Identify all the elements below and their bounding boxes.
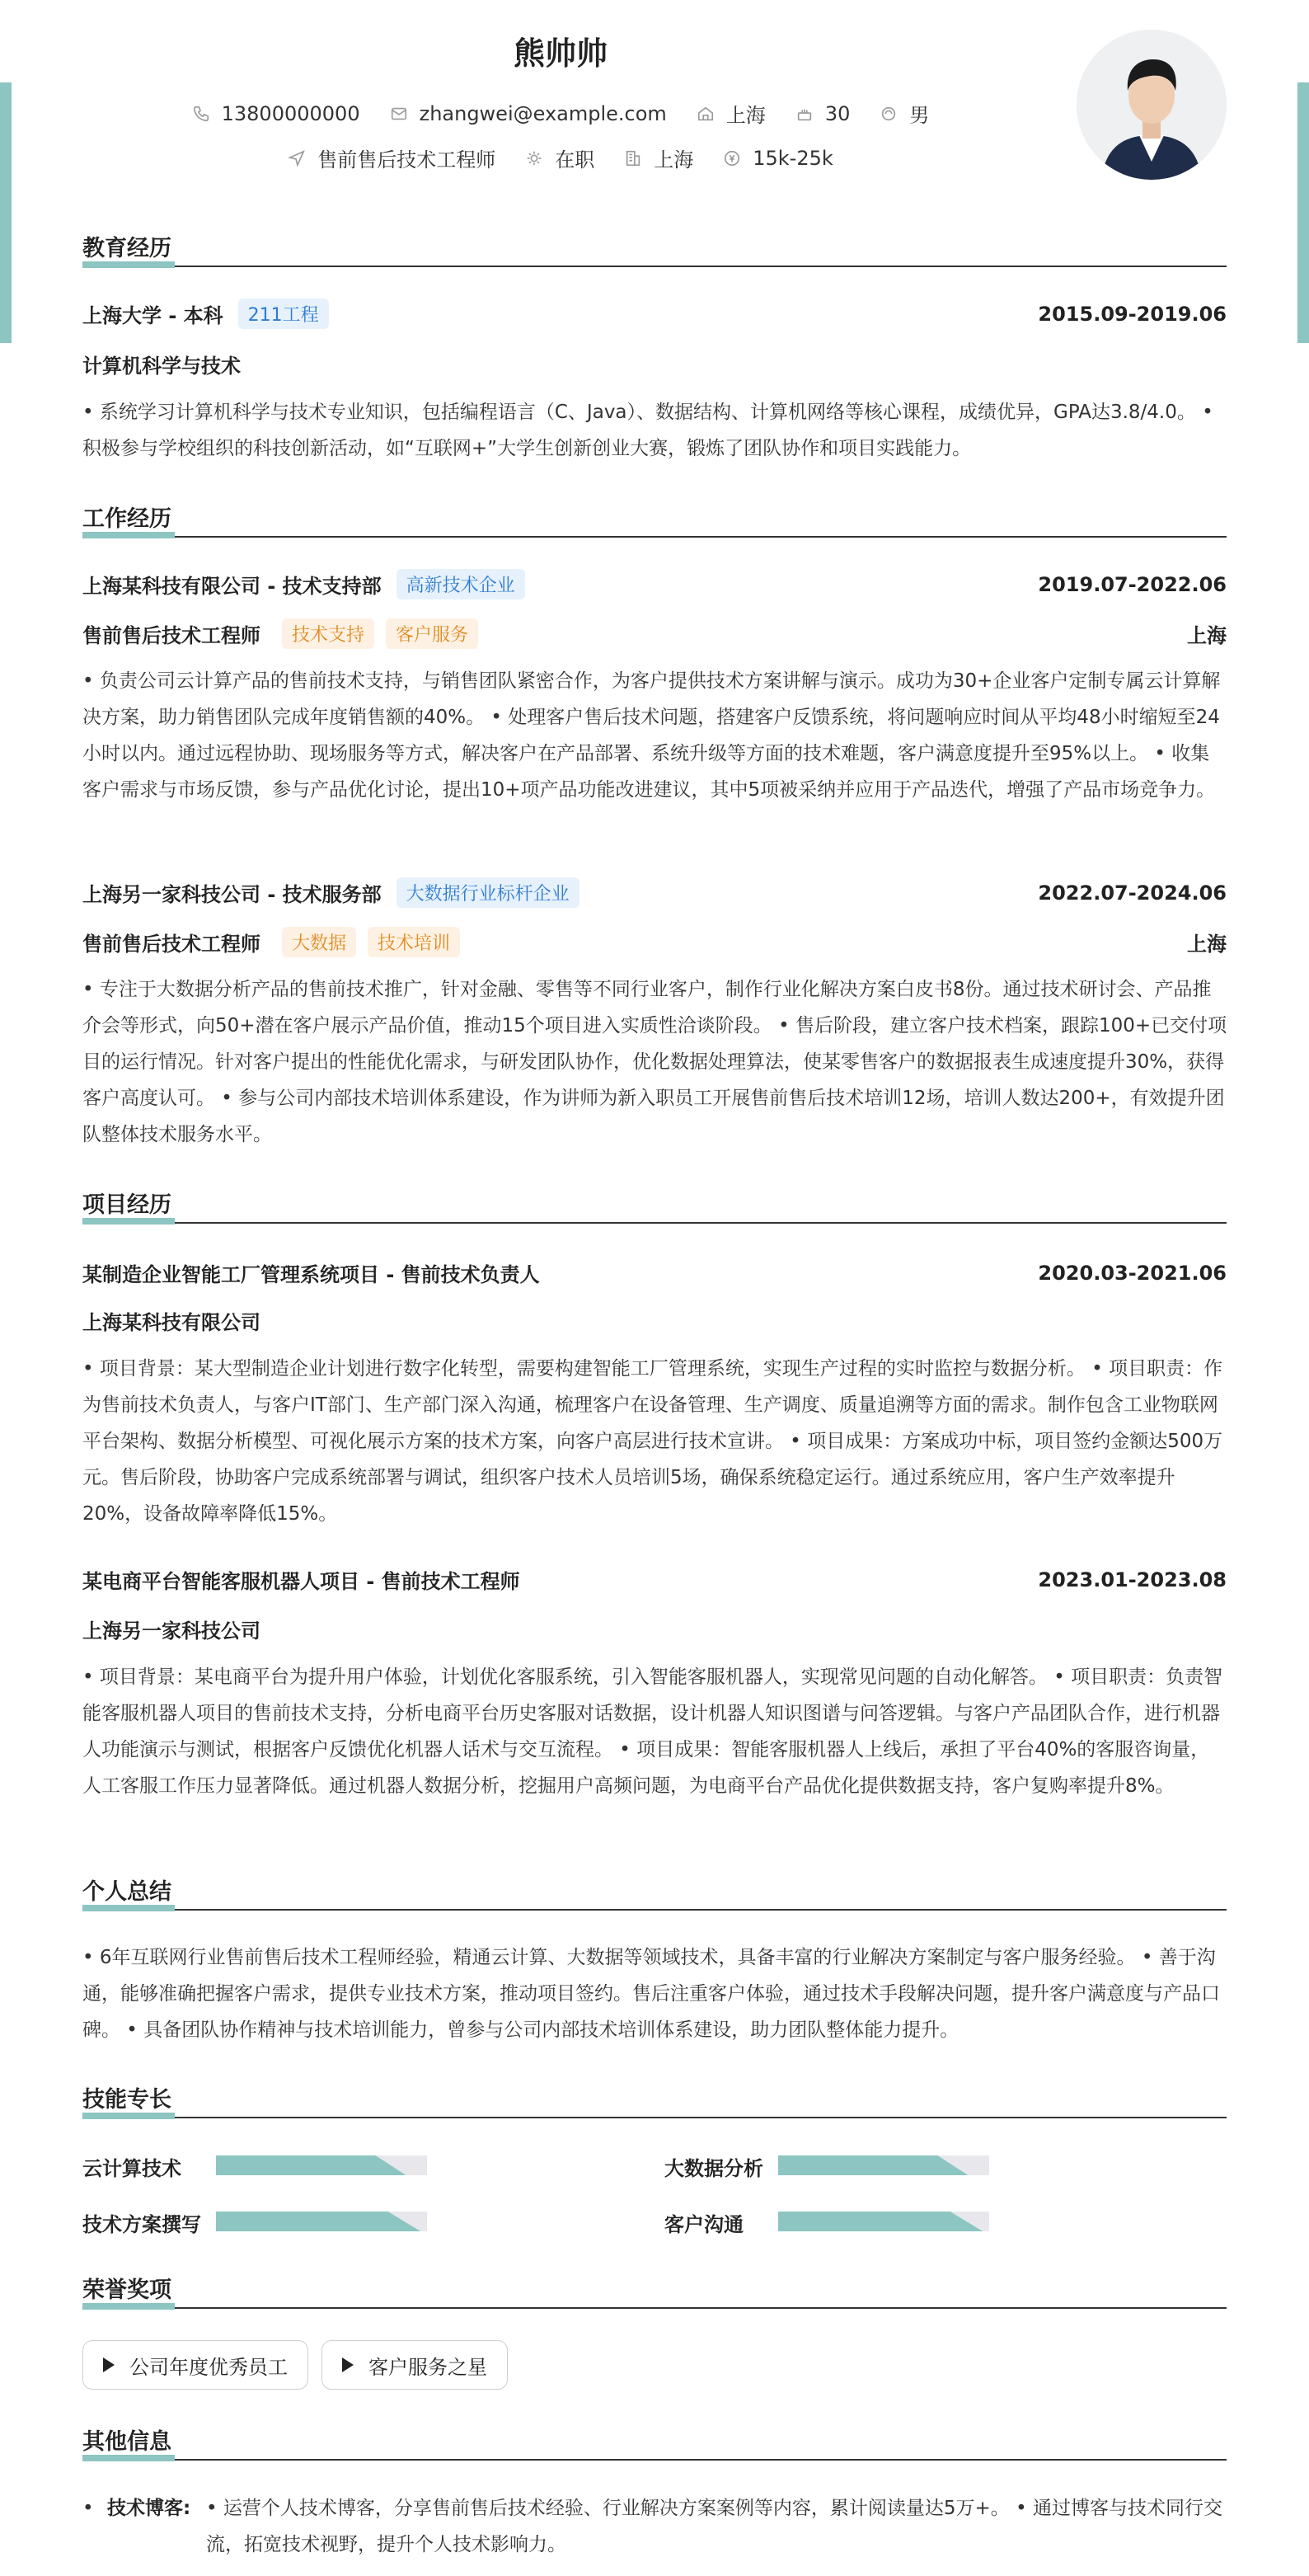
skill-bar [778, 2155, 989, 2175]
school-tag: 211工程 [238, 298, 329, 329]
work-2-description: • 专注于大数据分析产品的售前技术推广，针对金融、零售等不同行业客户，制作行业化解决方案白皮书8份。通过技术研讨会、产品推介会等形式，向50+潜在客户展示产品价值，推动15个项目进入实质性洽谈阶段。 • 售后阶段，建立客户技术档案，跟踪100+已交付项目的运行情况。针对客户提出的性能优化需求，与研发团队协作，优化数据处理算法，使某零售客户的数据报表生成速度提升30%，获得客户高度认可。 • 参与公司内部技术培训体系建设，作为讲师为新入职员工开展售前售后技术培训12场，培训人数达200+，有效提升团队整体技术服务水平。 [82, 979, 1227, 1145]
section-rule [82, 266, 1227, 267]
project-2-header [82, 1565, 1227, 1594]
work-2-title-row [82, 927, 1227, 957]
location-item [697, 99, 766, 128]
education-date: 2015.09-2019.06 [1038, 302, 1227, 326]
skill-bar [216, 2155, 427, 2175]
section-title-skills: 技能专长 [82, 2087, 171, 2113]
project-2-company-row [82, 1615, 1227, 1643]
section-title-projects: 项目经历 [82, 1192, 171, 1218]
avatar [1077, 30, 1227, 180]
other-item-text: • 运营个人技术博客，分享售前售后技术经验、行业解决方案案例等内容，累计阅读量达5万+。 • 通过博客与技术同行交流，拓宽技术视野，提升个人技术影响力。 [206, 2498, 1222, 2555]
work-2-company-tag: 大数据行业标杆企业 [396, 877, 579, 908]
age-text: 30 [824, 101, 851, 125]
work-2-company: 上海另一家科技公司 - 技术服务部 [82, 883, 382, 906]
work-2-company-row [82, 877, 1227, 908]
school-name: 上海大学 - 本科 [82, 304, 223, 327]
skill-label: 大数据分析 [664, 2157, 763, 2180]
skill-label: 客户沟通 [664, 2213, 744, 2236]
salary-icon [723, 149, 741, 167]
section-title-education: 教育经历 [82, 236, 171, 261]
skill-label: 云计算技术 [82, 2157, 181, 2180]
home-icon [697, 105, 715, 123]
email-text: zhangwei@example.com [419, 101, 667, 125]
work-1-city: 上海 [1187, 624, 1227, 647]
job-target-item [288, 143, 495, 172]
work-1-description: • 负责公司云计算产品的售前技术支持，与销售团队紧密合作，为客户提供技术方案讲解与演示。成功为30+企业客户定制专属云计算解决方案，助力销售团队完成年度销售额的40%。 • 处理客户售后技术问题，搭建客户反馈系统，将问题响应时间从平均48小时缩短至24小时以内。通过远程协助、现场服务等方式，解决客户在产品部署、系统升级等方面的技术难题，客户满意度提升至95%以上。 • 收集客户需求与市场反馈，参与产品优化讨论，提出10+项产品功能改进建议，其中5项被采纳并应用于产品迭代，增强了产品市场竞争力。 [82, 670, 1221, 801]
building-icon [624, 149, 642, 167]
job-intent-row [0, 143, 1121, 172]
section-accent [82, 2113, 175, 2119]
work-1-title-row [82, 618, 1227, 649]
gender-text: 男 [909, 104, 930, 127]
skill-label: 技术方案撰写 [82, 2213, 201, 2236]
section-title-summary: 个人总结 [82, 1879, 171, 1905]
work-2-date: 2022.07-2024.06 [1038, 881, 1227, 905]
education-description: • 系统学习计算机科学与技术专业知识，包括编程语言（C、Java）、数据结构、计算机网络等核心课程，成绩优异，GPA达3.8/4.0。 • 积极参与学校组织的科技创新活动，如“互联网+”大学生创新创业大赛，锻炼了团队协作和项目实践能力。 [82, 402, 1213, 459]
play-icon [103, 2357, 115, 2372]
award-chip [321, 2340, 508, 2390]
major-row [82, 350, 1227, 378]
phone-text: 13800000000 [221, 101, 360, 125]
target-city-item [624, 143, 693, 172]
status-item [525, 143, 594, 172]
award-label: 公司年度优秀员工 [129, 2355, 288, 2379]
section-accent [82, 2303, 175, 2310]
job-target-text: 售前售后技术工程师 [317, 148, 496, 172]
gender-icon [880, 105, 898, 123]
section-rule [82, 1222, 1227, 1224]
work-1-title: 售前售后技术工程师 [82, 624, 260, 647]
bullet-dot: • [82, 2498, 94, 2519]
award-chip [82, 2340, 308, 2390]
cake-icon [795, 105, 814, 123]
section-title-other: 其他信息 [82, 2429, 171, 2455]
skill-bar-fill [778, 2155, 968, 2175]
award-label: 客户服务之星 [368, 2355, 487, 2379]
skill-bar [216, 2212, 427, 2231]
skill-bar-fill [778, 2212, 983, 2231]
status-text: 在职 [555, 148, 595, 172]
section-accent [82, 2455, 175, 2461]
target-city-text: 上海 [654, 148, 694, 172]
section-accent [82, 532, 175, 538]
age-item [795, 102, 851, 125]
section-accent [82, 1218, 175, 1225]
project-1-description: • 项目背景：某大型制造企业计划进行数字化转型，需要构建智能工厂管理系统，实现生产过程的实时监控与数据分析。 • 项目职责：作为售前技术负责人，与客户IT部门、生产部门深入沟通，梳理客户在设备管理、生产调度、质量追溯等方面的需求。制作包含工业物联网平台架构、数据分析模型、可视化展示方案的技术方案，向客户高层进行技术宣讲。 • 项目成果：方案成功中标，项目签约金额达500万元。售后阶段，协助客户完成系统部署与调试，组织客户技术人员培训5场，确保系统稳定运行。通过系统应用，客户生产效率提升20%，设备故障率降低15%。 [82, 1358, 1223, 1525]
project-2-company: 上海另一家科技公司 [82, 1619, 260, 1643]
work-2-title: 售前售后技术工程师 [82, 933, 260, 956]
project-1-header [82, 1258, 1227, 1287]
work-2-tag: 大数据 [282, 927, 356, 957]
work-1-tag: 技术支持 [282, 618, 374, 649]
play-icon [342, 2357, 354, 2372]
section-rule [82, 536, 1227, 538]
phone-icon [192, 105, 210, 123]
section-rule [82, 2307, 1227, 2309]
section-accent [82, 261, 175, 268]
skill-bar-fill [216, 2212, 420, 2231]
skill-bar-fill [216, 2155, 406, 2175]
work-1-tag: 客户服务 [386, 618, 478, 649]
salary-text: 15k-25k [753, 146, 833, 170]
work-2-tag: 技术培训 [368, 927, 460, 957]
project-1-date: 2020.03-2021.06 [1038, 1261, 1227, 1285]
summary-text: • 6年互联网行业售前售后技术工程师经验，精通云计算、大数据等领域技术，具备丰富的行业解决方案制定与客户服务经验。 • 善于沟通，能够准确把握客户需求，提供专业技术方案，推动项目签约。售后注重客户体验，通过技术手段解决问题，提升客户满意度与产品口碑。 • 具备团队协作精神与技术培训能力，曾参与公司内部技术培训体系建设，助力团队整体能力提升。 [82, 1947, 1220, 2041]
section-rule [82, 2117, 1227, 2118]
location-text: 上海 [725, 104, 766, 127]
work-1-company: 上海某科技有限公司 - 技术支持部 [82, 575, 382, 598]
phone-item [192, 102, 360, 125]
other-item-label: 技术博客: [107, 2498, 191, 2519]
gender-item [880, 99, 929, 128]
send-icon [288, 149, 306, 167]
skill-bar [778, 2212, 989, 2231]
section-title-work: 工作经历 [82, 506, 171, 532]
section-rule [82, 1909, 1227, 1911]
salary-item [723, 147, 833, 170]
work-1-company-tag: 高新技术企业 [396, 569, 525, 599]
candidate-name: 熊帅帅 [513, 35, 608, 72]
section-accent [82, 1905, 175, 1911]
work-2-city: 上海 [1187, 933, 1227, 956]
project-1-name: 某制造企业智能工厂管理系统项目 - 售前技术负责人 [82, 1263, 540, 1286]
work-1-date: 2019.07-2022.06 [1038, 572, 1227, 596]
project-2-name: 某电商平台智能客服机器人项目 - 售前技术工程师 [82, 1570, 520, 1593]
major-name: 计算机科学与技术 [82, 355, 241, 378]
project-2-date: 2023.01-2023.08 [1038, 1568, 1227, 1591]
project-1-company: 上海某科技有限公司 [82, 1311, 260, 1334]
mail-icon [390, 105, 408, 123]
work-1-company-row [82, 569, 1227, 599]
project-2-description: • 项目背景：某电商平台为提升用户体验，计划优化客服系统，引入智能客服机器人，实现常见问题的自动化解答。 • 项目职责：负责智能客服机器人项目的售前技术支持，分析电商平台历史客服对话数据，设计机器人知识图谱与问答逻辑。与客户产品团队合作，进行机器人功能演示与测试，根据客户反馈优化机器人话术与交互流程。 • 项目成果：智能客服机器人上线后，承担了平台40%的客服咨询量，人工客服工作压力显著降低。通过机器人数据分析，挖掘用户高频问题，为电商平台产品优化提供数据支持，客户复购率提升8%。 [82, 1666, 1223, 1797]
email-item [390, 102, 667, 125]
section-title-awards: 荣誉奖项 [82, 2278, 171, 2303]
right-accent-bar [1297, 82, 1309, 343]
status-icon [525, 149, 543, 167]
section-rule [82, 2459, 1227, 2461]
project-1-company-row [82, 1306, 1227, 1335]
education-header [82, 298, 1227, 329]
contact-row [0, 99, 1121, 128]
